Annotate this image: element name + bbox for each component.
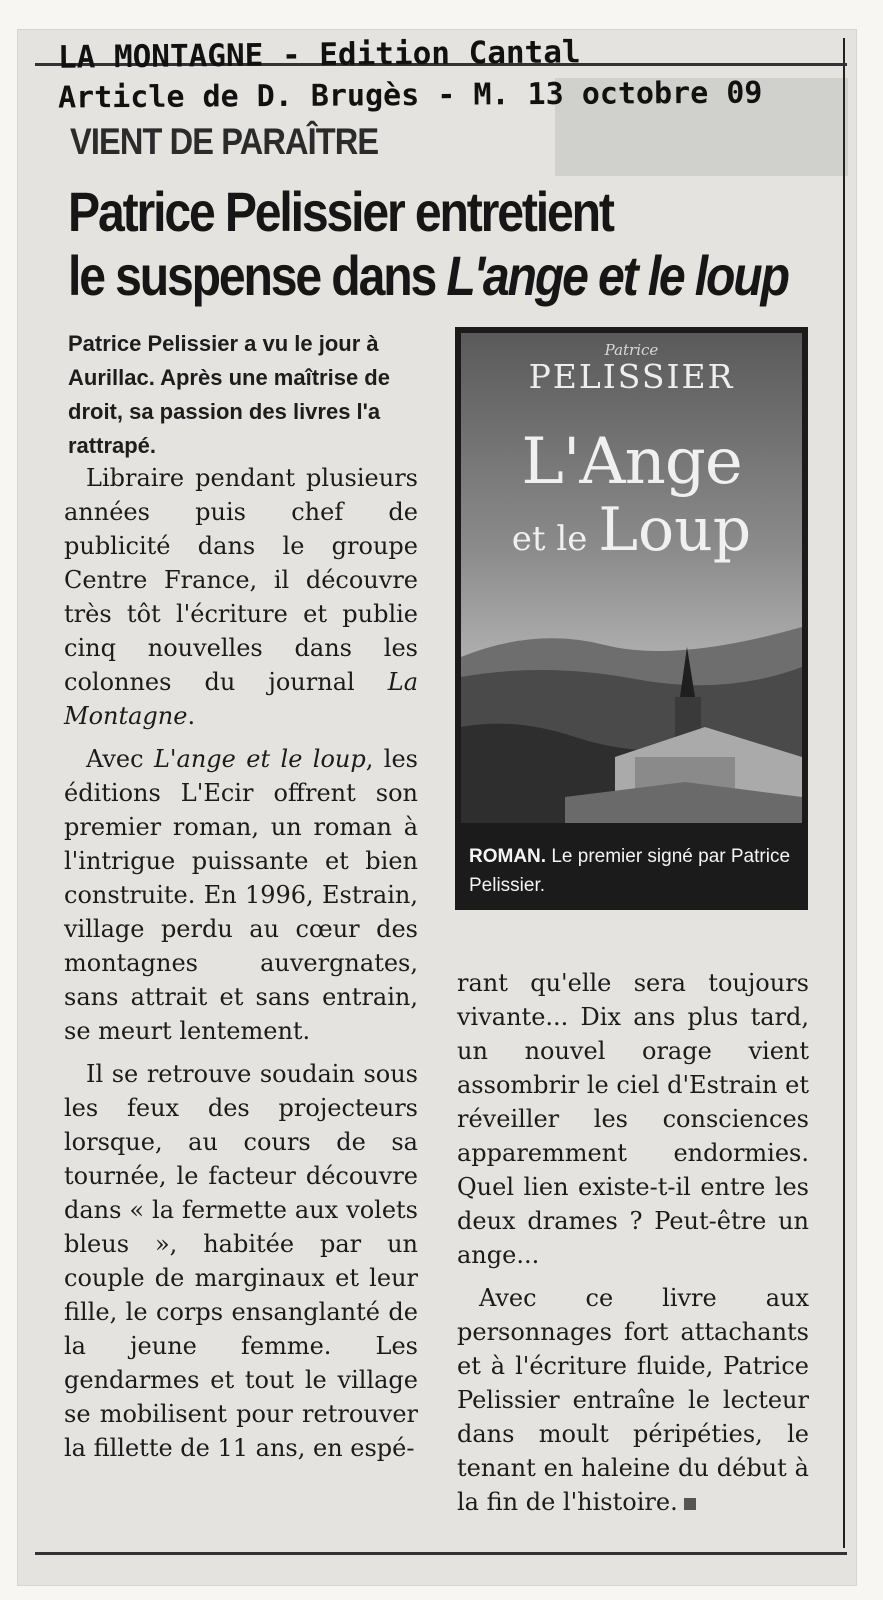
paragraph-2-book-title: L'ange et le loup	[153, 745, 366, 773]
end-of-article-mark	[684, 1498, 696, 1510]
article-column-left	[64, 461, 418, 1474]
paragraph-4-text: Avec ce livre aux personnages fort attachants et à l'écriture fluide, Patrice Pelissier entraîne le lecteur dans moult péripéties, le tenant en haleine du début à la fin de l'histoire.	[457, 1284, 809, 1516]
cover-author-first-name: Patrice	[604, 341, 659, 359]
headline-line-2	[68, 244, 788, 308]
paragraph-3-right: rant qu'elle sera toujours vivante... Dix ans plus tard, un nouvel orage vient assombrir le ciel d'Estrain et réveiller les consciences apparemment endormies. Quel lien existe-t-il entre les deux drames ? Peut-être un ange...	[457, 969, 809, 1269]
caption-label: ROMAN.	[469, 846, 547, 867]
cover-title-small: et le	[511, 519, 599, 559]
article-column-right	[457, 966, 809, 1528]
paragraph-2-prefix: Avec	[86, 745, 154, 773]
photo-caption	[469, 842, 799, 900]
cover-title-big: Loup	[598, 495, 752, 565]
article-headline	[68, 180, 788, 308]
handwritten-source-line: LA MONTAGNE - Edition Cantal	[57, 34, 581, 76]
paragraph-4	[457, 1281, 809, 1519]
paragraph-1-text: Libraire pendant plusieurs années puis chef de publicité dans le groupe Centre France, il découvre très tôt l'écriture et publie cinq nouvelles dans les colonnes du journal	[64, 464, 418, 696]
cover-title-line-2	[455, 495, 808, 565]
cover-image	[455, 327, 808, 910]
article-kicker: VIENT DE PARAÎTRE	[70, 121, 379, 162]
paragraph-2-text: , les éditions L'Ecir offrent son premier roman, un roman à l'intrigue puissante et bien construite. En 1996, Estrain, village perdu au cœur des montagnes auvergnates, sans attrait et sans entrain, se meurt lentement.	[64, 745, 418, 1045]
paragraph-1-end: .	[187, 702, 196, 730]
headline-line-2-prefix: le suspense dans	[68, 244, 447, 307]
paragraph-3-left: Il se retrouve soudain sous les feux des projecteurs lorsque, au cours de sa tournée, le facteur découvre dans « la fermette aux volets bleus », habitée par un couple de marginaux et leur fille, le corps ensanglanté de la jeune femme. Les gendarmes et tout le village se mobilisent pour retrouver la fillette de 11 ans, en espé-	[64, 1060, 418, 1462]
handwritten-date-line: Article de D. Brugès - M. 13 octobre 09	[57, 75, 763, 116]
newspaper-name: La Montagne	[64, 668, 418, 730]
headline-book-title: L'ange et le loup	[446, 244, 788, 307]
cover-title-line-1: L'Ange	[521, 425, 742, 499]
article-lead: Patrice Pelissier a vu le jour à Aurillac. Après une maîtrise de droit, sa passion des livres l'a rattrapé.	[68, 331, 390, 458]
cover-author-last-name: PELISSIER	[528, 357, 735, 396]
bottom-rule	[35, 1552, 847, 1555]
book-cover-photo	[455, 327, 808, 910]
paragraph-2	[64, 742, 418, 1048]
paragraph-1	[64, 461, 418, 733]
caption-text: Le premier signé par Patrice Pelissier.	[469, 846, 791, 896]
headline-line-1: Patrice Pelissier entretient	[68, 180, 613, 243]
column-rule	[843, 38, 845, 1548]
